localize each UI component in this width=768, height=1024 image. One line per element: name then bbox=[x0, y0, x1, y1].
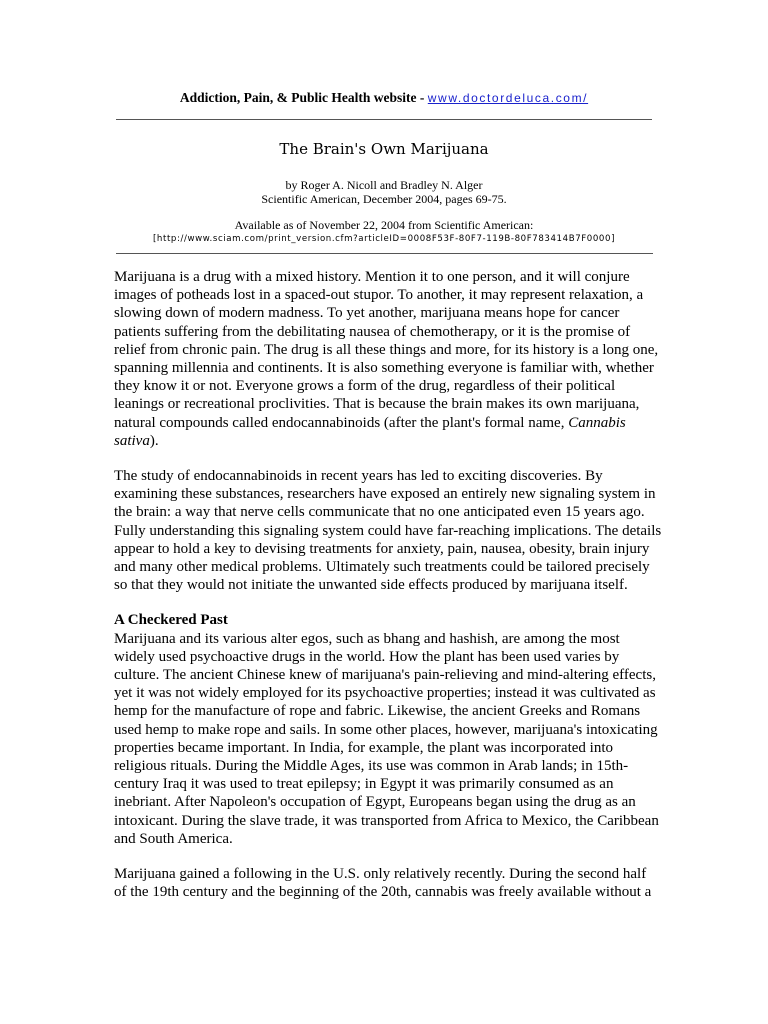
header-divider bbox=[116, 119, 652, 120]
paragraph-intro bbox=[114, 268, 662, 450]
article-title: The Brain's Own Marijuana bbox=[279, 140, 489, 158]
article-byline: by Roger A. Nicoll and Bradley N. Alger bbox=[285, 178, 483, 192]
paragraph-us-history: Marijuana gained a following in the U.S. only relatively recently. During the second half of the 19th century and the beginning of the 20th, cannabis was freely available without a bbox=[114, 866, 652, 901]
paragraph-intro-text: Marijuana is a drug with a mixed history. Mention it to one person, and it will conjure images of potheads lost in a spaced-out stupor. To another, it may represent relaxation, a slowing down of modern madness. To yet another, marijuana means hope for cancer patients suffering from the debilitating nausea of chemotherapy, or it is the promise of relief from chronic pain. The drug is all these things and more, for its history is a long one, spanning millennia and continents. It is also something everyone is familiar with, whether they know it or not. Everyone grows a form of the drug, regardless of their political leanings or recreational proclivities. That is because the brain makes its own marijuana, natural compounds called endocannabinoids (after the plant's formal name, bbox=[114, 269, 659, 431]
source-url: [http://www.sciam.com/print_version.cfm?articleID=0008F53F-80F7-119B-80F783414B7F0000] bbox=[152, 234, 616, 244]
availability-note: Available as of November 22, 2004 from Scientific American: bbox=[234, 218, 534, 232]
citation-divider bbox=[116, 253, 653, 254]
paragraph-history: Marijuana and its various alter egos, such as bhang and hashish, are among the most widely used psychoactive drugs in the world. How the plant has been used varies by culture. The ancient Chinese knew of marijuana's pain-relieving and mind-altering effects, yet it was not widely employed for its psychoactive properties; instead it was cultivated as hemp for the manufacture of rope and fabric. Likewise, the ancient Greeks and Romans used hemp to make rope and sails. In some other places, however, marijuana's intoxicating properties became important. In India, for example, the plant was incorporated into religious rituals. During the Middle Ages, its use was common in Arab lands; in 15th-century Iraq it was used to treat epilepsy; in Egypt it was primarily consumed as an inebriant. After Napoleon's occupation of Egypt, Europeans began using the drug as an intoxicant. During the slave trade, it was transported from Africa to Mexico, the Caribbean and South America. bbox=[114, 630, 659, 847]
article-journal: Scientific American, December 2004, pages 69-75. bbox=[261, 192, 507, 206]
site-link[interactable]: www.doctordeluca.com/ bbox=[427, 91, 589, 105]
paragraph-study: The study of endocannabinoids in recent years has led to exciting discoveries. By examining these substances, researchers have exposed an entirely new signaling system in the brain: a way that nerve cells communicate that no one anticipated even 15 years ago. Fully understanding this signaling system could have far-reaching implications. The details appear to hold a key to devising treatments for anxiety, pain, nausea, obesity, brain injury and many other medical problems. Ultimately such treatments could be tailored precisely so that they would not initiate the unwanted side effects produced by marijuana itself. bbox=[114, 468, 662, 594]
paragraph-intro-italic: Cannabis sativa bbox=[114, 414, 626, 449]
site-header bbox=[0, 88, 768, 108]
article-body bbox=[114, 268, 662, 919]
section-heading: A Checkered Past bbox=[114, 612, 228, 629]
paragraph-intro-end: ). bbox=[149, 432, 159, 449]
site-label: Addiction, Pain, & Public Health website - bbox=[179, 90, 428, 105]
